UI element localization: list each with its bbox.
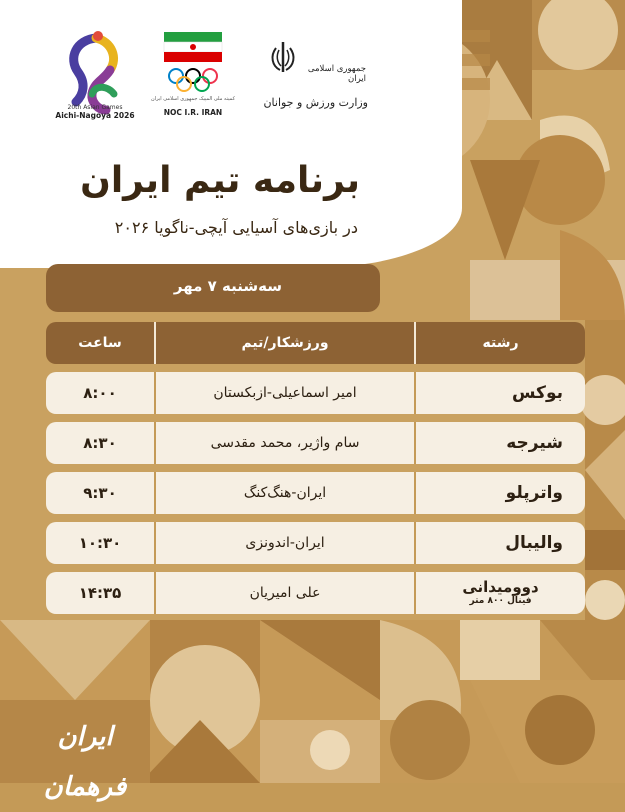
row-time: ۸:۳۰ (46, 422, 154, 464)
noc-label: NOC I.R. IRAN (163, 108, 223, 117)
row-sport-sub: فینال ۸۰۰ متر (469, 596, 532, 606)
row-time: ۸:۰۰ (46, 372, 154, 414)
iran-emblem-icon (270, 40, 296, 76)
row-time: ۹:۳۰ (46, 472, 154, 514)
asian-games-line1: 20th Asian Games (67, 104, 123, 111)
page-title: برنامه تیم ایران (80, 160, 360, 201)
ministry-line2: وزارت ورزش و جوانان (263, 96, 368, 109)
asian-games-line2: Aichi-Nagoya 2026 (55, 111, 135, 120)
table-row (46, 372, 585, 414)
page-subtitle: در بازی‌های آسیایی آیچی-ناگویا ۲۰۲۶ (114, 218, 358, 237)
row-athlete: امیر اسماعیلی-ازبکستان (154, 372, 414, 414)
row-sport (414, 572, 585, 614)
row-sport-main: دوومیدانی (462, 578, 539, 596)
table-header (46, 322, 585, 364)
brand-logo: ایران فرهمان (43, 722, 127, 802)
row-athlete: سام واژیر، محمد مقدسی (154, 422, 414, 464)
header-athlete: ورزشکار/تیم (154, 322, 414, 364)
noc-iran-logo (160, 30, 226, 100)
row-sport: بوکس (414, 372, 585, 414)
header-sport: رشته (414, 322, 585, 364)
row-athlete: علی امیریان (154, 572, 414, 614)
noc-subtitle: کمیته ملی المپیک جمهوری اسلامی ایران (151, 96, 235, 102)
row-athlete: ایران-هنگ‌کنگ (154, 472, 414, 514)
table-row (46, 572, 585, 614)
table-row (46, 472, 585, 514)
row-sport: شیرجه (414, 422, 585, 464)
date-bar: سه‌شنبه ۷ مهر (46, 264, 380, 312)
ministry-line1: جمهوری اسلامی ایران (307, 64, 366, 84)
row-sport: واترپلو (414, 472, 585, 514)
row-athlete: ایران-اندونزی (154, 522, 414, 564)
asian-games-caption (40, 104, 150, 120)
row-time: ۱۰:۳۰ (46, 522, 154, 564)
row-sport: والیبال (414, 522, 585, 564)
header-time: ساعت (46, 322, 154, 364)
table-row (46, 422, 585, 464)
row-time: ۱۴:۳۵ (46, 572, 154, 614)
table-row (46, 522, 585, 564)
